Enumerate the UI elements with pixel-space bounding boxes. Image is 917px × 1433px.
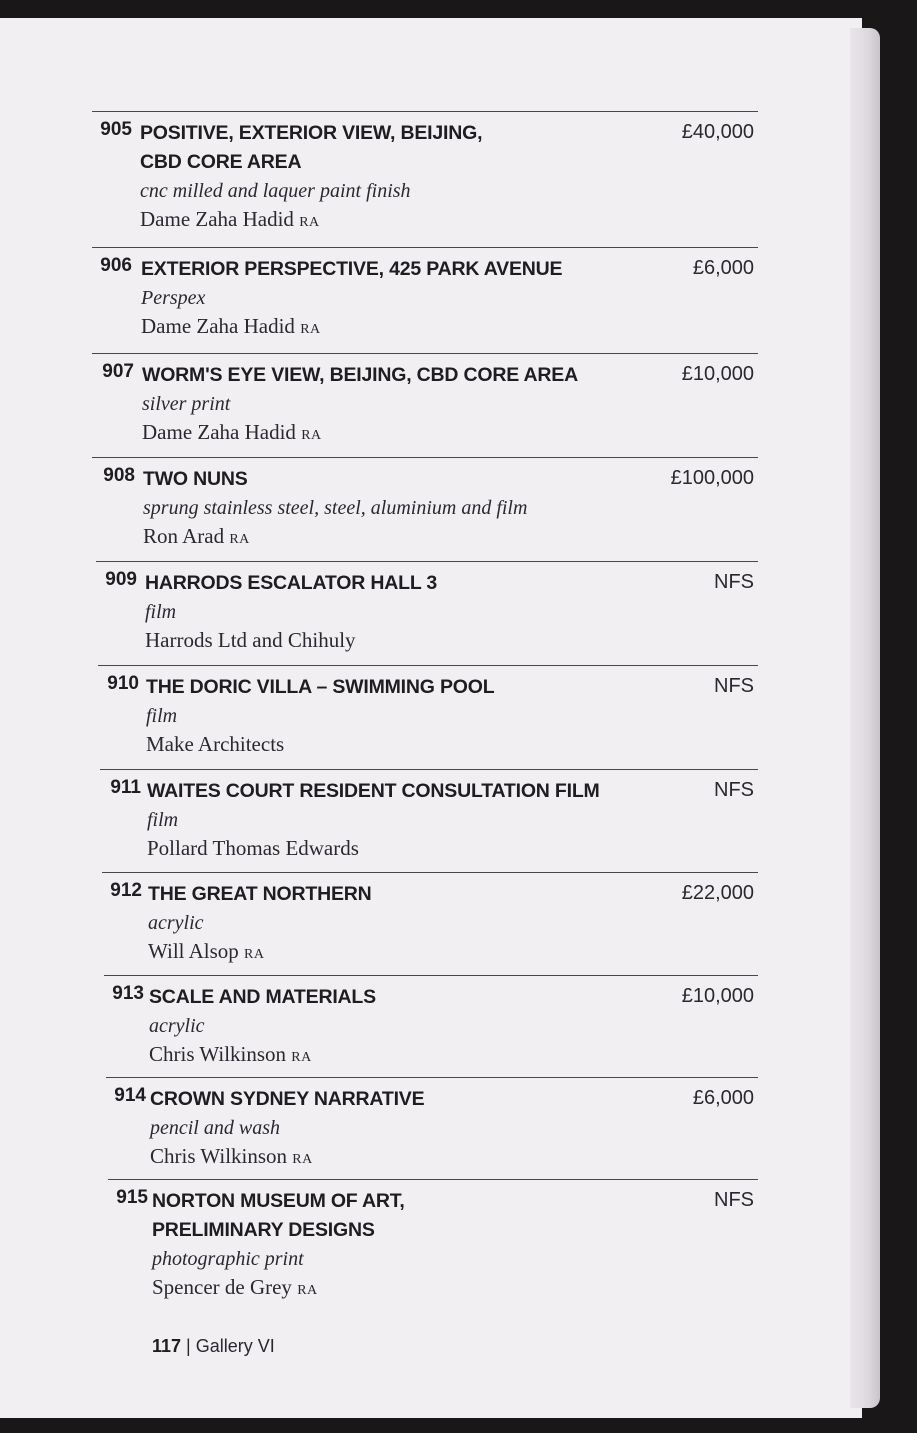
catalogue-number: 912 xyxy=(110,880,142,901)
artist-name: Make Architects xyxy=(146,732,285,756)
page-number: 117 xyxy=(152,1336,182,1356)
catalogue-entry xyxy=(92,111,758,231)
catalogue-entry xyxy=(108,1179,758,1299)
title-line: HARRODS ESCALATOR HALL 3 xyxy=(145,572,438,594)
title-line: CROWN SYDNEY NARRATIVE xyxy=(150,1088,425,1110)
artist-name: Will Alsop xyxy=(148,939,239,963)
artist-name: Ron Arad xyxy=(143,524,225,548)
entry-price: £6,000 xyxy=(692,257,754,279)
catalogue-entry xyxy=(102,872,758,973)
entry-price: NFS xyxy=(714,675,754,697)
entry-title xyxy=(145,569,437,654)
title-line: TWO NUNS xyxy=(143,468,248,490)
entry-artist xyxy=(141,312,562,344)
artist-name: Pollard Thomas Edwards xyxy=(147,836,359,860)
catalogue-number: 906 xyxy=(100,255,132,276)
artist-name: Chris Wilkinson xyxy=(150,1144,288,1168)
artist-name: Dame Zaha Hadid xyxy=(140,207,294,231)
entry-price: £22,000 xyxy=(681,882,754,904)
footer-separator: | xyxy=(181,1336,196,1356)
entry-medium: acrylic xyxy=(149,1015,205,1037)
entry-price: NFS xyxy=(714,779,754,801)
entry-artist xyxy=(149,1040,376,1072)
page-edge xyxy=(850,28,880,1408)
ra-suffix: RA xyxy=(300,322,321,337)
entry-title xyxy=(152,1187,405,1305)
entry-medium: acrylic xyxy=(148,912,204,934)
catalogue-entry xyxy=(92,247,758,348)
catalogue-entry xyxy=(98,665,758,766)
artist-name: Dame Zaha Hadid xyxy=(142,420,296,444)
entry-medium: silver print xyxy=(142,393,231,415)
artist-name: Harrods Ltd and Chihuly xyxy=(145,628,356,652)
entry-medium: sprung stainless steel, steel, aluminium and film xyxy=(143,497,528,519)
catalogue-number: 909 xyxy=(105,569,137,590)
section-name: Gallery VI xyxy=(195,1336,275,1356)
entry-medium: photographic print xyxy=(152,1248,304,1270)
entry-title xyxy=(146,673,494,758)
ra-suffix: RA xyxy=(291,1050,312,1065)
title-line: NORTON MUSEUM OF ART, xyxy=(152,1190,405,1212)
catalogue-entry xyxy=(100,769,758,870)
entry-medium: film xyxy=(147,809,179,831)
catalogue-number: 913 xyxy=(112,983,144,1004)
entry-price: NFS xyxy=(714,1189,754,1211)
entry-artist xyxy=(152,1273,405,1305)
entry-title xyxy=(149,983,376,1072)
entry-price: £10,000 xyxy=(681,985,754,1007)
catalogue-number: 914 xyxy=(114,1085,146,1106)
entry-title xyxy=(143,465,527,554)
title-line: THE GREAT NORTHERN xyxy=(148,883,372,905)
title-line: POSITIVE, EXTERIOR VIEW, BEIJING, xyxy=(140,122,483,144)
entry-artist xyxy=(150,1142,424,1174)
entry-title xyxy=(142,361,578,450)
title-line: WORM'S EYE VIEW, BEIJING, CBD CORE AREA xyxy=(142,364,578,386)
ra-suffix: RA xyxy=(301,428,322,443)
entry-title xyxy=(147,777,600,862)
entry-medium: film xyxy=(145,601,177,623)
entry-medium: Perspex xyxy=(141,287,206,309)
catalogue-entry xyxy=(92,353,758,454)
entry-artist xyxy=(142,418,578,450)
ra-suffix: RA xyxy=(297,1283,318,1298)
catalogue-number: 907 xyxy=(102,361,134,382)
ra-suffix: RA xyxy=(299,215,320,230)
catalogue-entry xyxy=(92,457,758,558)
entry-title xyxy=(148,880,372,969)
catalogue-entry xyxy=(96,561,758,662)
ra-suffix: RA xyxy=(229,532,250,547)
artist-name: Chris Wilkinson xyxy=(149,1042,287,1066)
entry-price: £40,000 xyxy=(681,121,754,143)
entry-artist xyxy=(143,522,527,554)
entry-medium: film xyxy=(146,705,178,727)
entry-artist xyxy=(145,626,437,654)
entry-artist xyxy=(140,205,482,237)
title-line: CBD CORE AREA xyxy=(140,151,302,173)
entry-medium: pencil and wash xyxy=(150,1117,280,1139)
catalogue-number: 905 xyxy=(100,119,132,140)
ra-suffix: RA xyxy=(244,947,265,962)
title-line: EXTERIOR PERSPECTIVE, 425 PARK AVENUE xyxy=(141,258,563,280)
entry-title xyxy=(150,1085,424,1174)
title-line: SCALE AND MATERIALS xyxy=(149,986,376,1008)
entry-artist xyxy=(146,730,494,758)
catalogue-number: 908 xyxy=(103,465,135,486)
entry-medium: cnc milled and laquer paint finish xyxy=(140,180,411,202)
entry-price: £100,000 xyxy=(670,467,754,489)
catalogue-number: 910 xyxy=(107,673,139,694)
catalogue-number: 911 xyxy=(110,777,141,798)
entry-title xyxy=(140,119,482,237)
artist-name: Dame Zaha Hadid xyxy=(141,314,295,338)
page-footer xyxy=(152,1336,275,1357)
entry-price: £6,000 xyxy=(692,1087,754,1109)
catalogue-number: 915 xyxy=(116,1187,148,1208)
entry-title xyxy=(141,255,562,344)
catalogue-entry xyxy=(104,975,758,1076)
entry-artist xyxy=(148,937,372,969)
title-line: THE DORIC VILLA – SWIMMING POOL xyxy=(146,676,495,698)
entry-price: £10,000 xyxy=(681,363,754,385)
ra-suffix: RA xyxy=(292,1152,313,1167)
entry-price: NFS xyxy=(714,571,754,593)
entry-artist xyxy=(147,834,600,862)
catalogue-entry xyxy=(106,1077,758,1178)
artist-name: Spencer de Grey xyxy=(152,1275,292,1299)
title-line: PRELIMINARY DESIGNS xyxy=(152,1219,375,1241)
title-line: WAITES COURT RESIDENT CONSULTATION FILM xyxy=(147,780,600,802)
